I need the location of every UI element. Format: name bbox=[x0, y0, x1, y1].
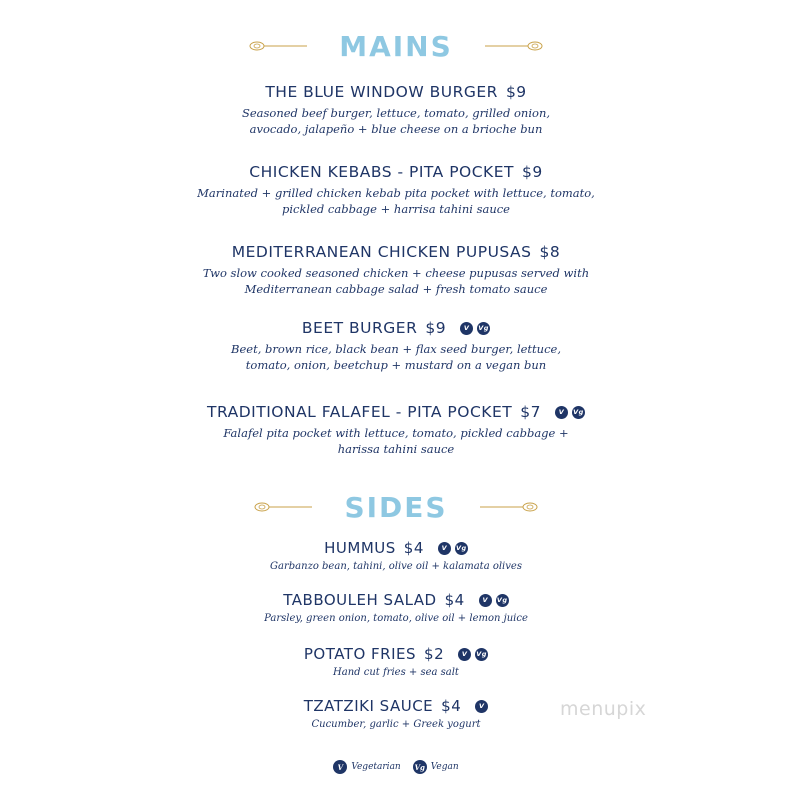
item-description bbox=[0, 718, 792, 732]
item-name: THE BLUE WINDOW BURGER bbox=[265, 83, 498, 101]
vegetarian-icon: V bbox=[479, 594, 492, 607]
vegetarian-icon: V bbox=[460, 322, 473, 335]
item-price: $7 bbox=[520, 403, 541, 421]
item-price: $4 bbox=[403, 539, 424, 557]
vegan-icon: Vg bbox=[475, 648, 488, 661]
diet-badges bbox=[471, 700, 488, 713]
menu-item bbox=[0, 82, 792, 137]
item-name: TRADITIONAL FALAFEL - PITA POCKET bbox=[207, 403, 513, 421]
diet-badges bbox=[475, 594, 509, 607]
item-description bbox=[0, 560, 792, 574]
vegan-icon: Vg bbox=[413, 760, 427, 774]
menu-item-heading bbox=[304, 697, 489, 715]
item-price: $2 bbox=[424, 645, 445, 663]
mains-header bbox=[0, 26, 792, 66]
item-name: BEET BURGER bbox=[301, 319, 418, 337]
menu-item bbox=[0, 402, 792, 457]
menu-item-heading bbox=[207, 403, 585, 421]
diet-badges bbox=[456, 322, 490, 335]
description-line: Seasoned beef burger, lettuce, tomato, grilled onion, bbox=[241, 106, 551, 120]
right-flourish-icon bbox=[483, 39, 545, 53]
menu-item-heading bbox=[265, 83, 526, 101]
item-description bbox=[0, 666, 792, 680]
menu-item bbox=[0, 538, 792, 574]
menu-item bbox=[0, 242, 792, 297]
menu-item bbox=[0, 590, 792, 626]
diet-badges bbox=[551, 406, 585, 419]
item-description bbox=[0, 425, 792, 457]
description-line: Parsley, green onion, tomato, olive oil + lemon juice bbox=[264, 613, 528, 624]
watermark: menupix bbox=[560, 698, 647, 720]
menu-item-heading bbox=[249, 163, 542, 181]
description-line: avocado, jalapeño + blue cheese on a brioche bun bbox=[249, 122, 543, 136]
right-flourish-icon bbox=[478, 500, 540, 514]
description-line: pickled cabbage + harrisa tahini sauce bbox=[281, 202, 510, 216]
legend-vegetarian bbox=[333, 760, 400, 774]
item-price: $9 bbox=[505, 83, 527, 101]
description-line: Mediterranean cabbage salad + fresh tomato sauce bbox=[244, 282, 548, 296]
description-line: Falafel pita pocket with lettuce, tomato, pickled cabbage + bbox=[223, 426, 569, 440]
menu-item-heading bbox=[283, 591, 508, 609]
vegan-icon: Vg bbox=[477, 322, 490, 335]
section-title-mains: MAINS bbox=[339, 29, 453, 63]
menu-item-heading bbox=[232, 243, 561, 261]
item-description bbox=[0, 341, 792, 373]
item-price: $9 bbox=[521, 163, 543, 181]
vegetarian-icon: V bbox=[458, 648, 471, 661]
menu-item bbox=[0, 696, 792, 732]
legend-vegetarian-label: Vegetarian bbox=[351, 762, 401, 772]
menu-item-heading bbox=[324, 539, 468, 557]
vegan-icon: Vg bbox=[496, 594, 509, 607]
item-name: POTATO FRIES bbox=[303, 645, 417, 663]
item-name: TZATZIKI SAUCE bbox=[303, 697, 434, 715]
menu-item bbox=[0, 318, 792, 373]
vegan-icon: Vg bbox=[455, 542, 468, 555]
legend-vegan-label: Vegan bbox=[430, 762, 459, 772]
left-flourish-icon bbox=[247, 39, 309, 53]
sides-header bbox=[0, 487, 792, 527]
item-name: TABBOULEH SALAD bbox=[283, 591, 437, 609]
menu-item bbox=[0, 162, 792, 217]
description-line: Two slow cooked seasoned chicken + cheese pupusas served with bbox=[202, 266, 590, 280]
left-flourish-icon bbox=[252, 500, 314, 514]
item-price: $4 bbox=[441, 697, 462, 715]
item-price: $4 bbox=[444, 591, 465, 609]
item-name: CHICKEN KEBABS - PITA POCKET bbox=[249, 163, 514, 181]
item-description bbox=[0, 612, 792, 626]
section-title-sides: SIDES bbox=[344, 490, 448, 524]
item-price: $8 bbox=[539, 243, 561, 261]
description-line: Garbanzo bean, tahini, olive oil + kalamata olives bbox=[270, 561, 522, 572]
menu-item bbox=[0, 644, 792, 680]
item-description bbox=[0, 105, 792, 137]
menu-item-heading bbox=[304, 645, 488, 663]
item-price: $9 bbox=[425, 319, 447, 337]
item-description bbox=[0, 185, 792, 217]
description-line: Beet, brown rice, black bean + flax seed burger, lettuce, bbox=[231, 342, 561, 356]
description-line: tomato, onion, beetchup + mustard on a vegan bun bbox=[245, 358, 547, 372]
item-name: MEDITERRANEAN CHICKEN PUPUSAS bbox=[231, 243, 532, 261]
vegetarian-icon: V bbox=[333, 760, 347, 774]
description-line: Marinated + grilled chicken kebab pita pocket with lettuce, tomato, bbox=[197, 186, 595, 200]
legend-vegan bbox=[413, 760, 459, 774]
vegetarian-icon: V bbox=[475, 700, 488, 713]
menu-item-heading bbox=[302, 319, 490, 337]
description-line: Cucumber, garlic + Greek yogurt bbox=[311, 719, 481, 730]
diet-legend bbox=[0, 760, 792, 774]
vegetarian-icon: V bbox=[438, 542, 451, 555]
diet-badges bbox=[454, 648, 488, 661]
description-line: Hand cut fries + sea salt bbox=[333, 667, 459, 678]
vegan-icon: Vg bbox=[572, 406, 585, 419]
vegetarian-icon: V bbox=[555, 406, 568, 419]
item-name: HUMMUS bbox=[324, 539, 396, 557]
description-line: harissa tahini sauce bbox=[337, 442, 455, 456]
diet-badges bbox=[434, 542, 468, 555]
item-description bbox=[0, 265, 792, 297]
